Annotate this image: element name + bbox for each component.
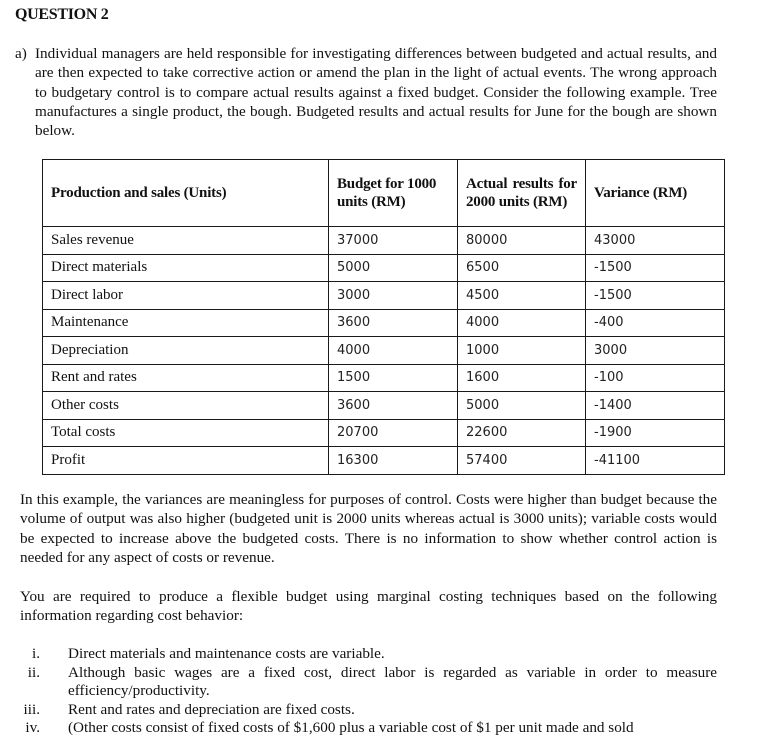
row-item: Rent and rates [43,364,329,392]
row-budget: 20700 [329,419,458,447]
list-item [0,701,717,720]
row-variance: -41100 [586,447,725,475]
table-row [43,337,725,365]
list-item-number: ii. [27,663,40,681]
row-item: Total costs [43,419,329,447]
row-item: Profit [43,447,329,475]
part-a-text: Individual managers are held responsible for investigating differences between budgeted and actual results, and are then expected to take corrective action or amend the plan in the light of actual events. The wrong approach to budgetary control is to compare actual results against a fixed budget. Consider the following example. Tree manufactures a single product, the bough. Budgeted results and actual results for June for the bough are shown below. [35,45,717,140]
table-row [43,254,725,282]
row-actual: 1600 [458,364,586,392]
variance-explanation-paragraph: In this example, the variances are meaningless for purposes of control. Costs were higher than budget because the volume of output was also higher (budgeted unit is 2000 units whereas actual is 3000 units); variable costs would be expected to increase above the budgeted costs. There is no information to show whether control action is needed for any aspect of costs or revenue. [20,491,717,566]
row-variance: -1400 [586,392,725,420]
budget-table [42,159,725,475]
list-item-text: Direct materials and maintenance costs are variable. [68,645,385,662]
row-item: Maintenance [43,309,329,337]
row-budget: 1500 [329,364,458,392]
requirement-paragraph: You are required to produce a flexible budget using marginal costing techniques based on the following information regarding cost behavior: [20,588,717,625]
list-item [0,645,717,664]
row-variance: 3000 [586,337,725,365]
list-item-number: iv. [25,719,40,737]
list-item-number: i. [31,645,40,662]
row-actual: 5000 [458,392,586,420]
row-variance: -400 [586,309,725,337]
row-item: Depreciation [43,337,329,365]
question-title: QUESTION 2 [15,6,109,23]
part-a-label: a) [15,45,27,62]
list-item [0,664,717,701]
row-actual: 22600 [458,419,586,447]
row-actual: 4000 [458,309,586,337]
table-header-row [43,160,725,227]
table-row [43,282,725,310]
row-item: Other costs [43,392,329,420]
table-row [43,364,725,392]
row-actual: 1000 [458,337,586,365]
row-variance: -100 [586,364,725,392]
header-item: Production and sales (Units) [43,160,329,227]
list-item-number: iii. [23,700,40,718]
row-variance: -1900 [586,419,725,447]
list-item [0,719,717,738]
table-row [43,447,725,475]
row-budget: 16300 [329,447,458,475]
row-budget: 37000 [329,227,458,255]
row-budget: 3000 [329,282,458,310]
row-actual: 57400 [458,447,586,475]
header-actual: Actual results for 2000 units (RM) [458,160,586,227]
list-item-text: (Other costs consist of fixed costs of $1,600 plus a variable cost of $1 per unit made and sold [68,719,634,737]
list-item-text: Rent and rates and depreciation are fixed costs. [68,700,355,718]
table-row [43,227,725,255]
header-variance: Variance (RM) [586,160,725,227]
table-row [43,392,725,420]
row-item: Direct labor [43,282,329,310]
row-variance: -1500 [586,282,725,310]
row-actual: 4500 [458,282,586,310]
part-a-intro [15,44,717,140]
header-budget: Budget for 1000 units (RM) [329,160,458,227]
row-item: Sales revenue [43,227,329,255]
list-item-text: Although basic wages are a fixed cost, direct labor is regarded as variable in order to measure efficiency/productivity. [68,663,717,700]
row-actual: 80000 [458,227,586,255]
table-row [43,309,725,337]
row-budget: 4000 [329,337,458,365]
row-actual: 6500 [458,254,586,282]
table-row [43,419,725,447]
row-budget: 5000 [329,254,458,282]
row-variance: -1500 [586,254,725,282]
cost-behavior-list [0,645,717,738]
row-budget: 3600 [329,392,458,420]
row-item: Direct materials [43,254,329,282]
row-budget: 3600 [329,309,458,337]
row-variance: 43000 [586,227,725,255]
